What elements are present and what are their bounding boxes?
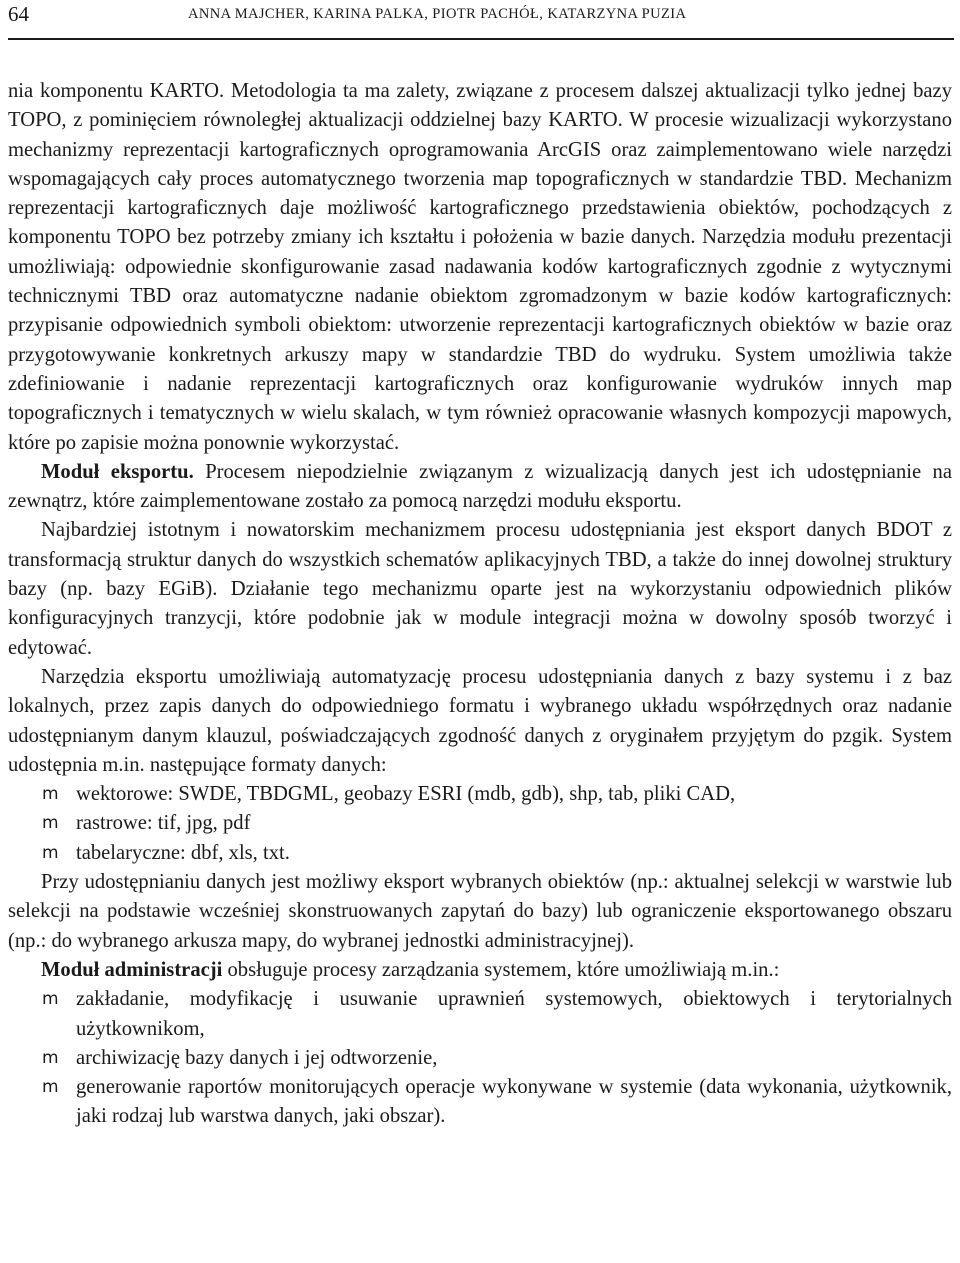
paragraph: Najbardziej istotnym i nowatorskim mechanizmem procesu udostępniania jest eksport danych BDOT z transformacją struktur danych do wszystkich schematów aplikacyjnych TBD, a także do innej dowolnej struktury bazy (np. bazy EGiB). Działanie tego mechanizmu oparte jest na wykorzystaniu odpowiednich plików konfiguracyjnych tranzycji, które podobnie jak w module integracji można w dowolny sposób tworzyć i edytować. (8, 519, 952, 659)
list-item (8, 1073, 952, 1132)
list-item (8, 985, 952, 1044)
list-item (8, 1044, 952, 1073)
list-item-text: zakładanie, modyfikację i usuwanie uprawnień systemowych, obiektowych i terytorialnych użytkownikom, (76, 988, 952, 1040)
list-item (8, 780, 952, 809)
bullet-icon: m (42, 1047, 59, 1068)
page-header (8, 0, 954, 40)
list-item-text: rastrowe: tif, jpg, pdf (76, 812, 251, 835)
paragraph-text: Procesem niepodzielnie związanym z wizualizacją danych jest ich udostępnianie na zewnątrz, które zaimplementowane zostało za pomocą narzędzi modułu eksportu. (8, 460, 952, 513)
bullet-icon: m (42, 842, 59, 863)
admin-list (8, 985, 952, 1131)
paragraph (8, 956, 952, 985)
bullet-icon: m (42, 989, 59, 1010)
list-item (8, 809, 952, 838)
list-item-text: generowanie raportów monitorujących operacje wykonywane w systemie (data wykonania, użytkownik, jaki rodzaj lub warstwa danych, jaki obszar). (76, 1076, 952, 1128)
article-body (8, 77, 952, 1132)
section-lead: Moduł eksportu. (41, 460, 194, 483)
paragraph-text: obsługuje procesy zarządzania systemem, które umożliwiają m.in.: (222, 958, 780, 981)
list-item (8, 839, 952, 868)
paragraph (8, 458, 952, 517)
page-number: 64 (8, 2, 29, 26)
list-item-text: tabelaryczne: dbf, xls, txt. (76, 841, 290, 864)
paragraph: Narzędzia eksportu umożliwiają automatyzację procesu udostępniania danych z bazy systemu i z baz lokalnych, przez zapis danych do odpowiedniego formatu i wybranego układu współrzędnych oraz nadanie udostępnianym danym klauzul, poświadczających zgodność danych z oryginałem przyjętym do pzgik. System udostępnia m.in. następujące formaty danych: (8, 665, 952, 776)
list-item-text: archiwizację bazy danych i jej odtworzenie, (76, 1046, 438, 1069)
running-head: ANNA MAJCHER, KARINA PALKA, PIOTR PACHÓŁ, KATARZYNA PUZIA (188, 6, 687, 22)
bullet-icon: m (42, 813, 59, 834)
paragraph: Przy udostępnianiu danych jest możliwy eksport wybranych obiektów (np.: aktualnej selekcji w warstwie lub selekcji na podstawie wcześniej skonstruowanych zapytań do bazy) lub ograniczenie eksportowanego obszaru (np.: do wybranego arkusza mapy, do wybranej jednostki administracyjnej). (8, 871, 952, 952)
bullet-icon: m (42, 1077, 59, 1098)
section-lead: Moduł administracji (41, 958, 223, 981)
format-list (8, 780, 952, 868)
list-item-text: wektorowe: SWDE, TBDGML, geobazy ESRI (mdb, gdb), shp, tab, pliki CAD, (76, 783, 736, 806)
bullet-icon: m (42, 784, 59, 805)
paragraph: nia komponentu KARTO. Metodologia ta ma zalety, związane z procesem dalszej aktualizacji tylko jednej bazy TOPO, z pominięciem równoległej aktualizacji oddzielnej bazy KARTO. W procesie wizualizacji wykorzystano mechanizmy reprezentacji kartograficznych oprogramowania ArcGIS oraz zaimplementowano wiele narzędzi wspomagających cały proces automatycznego tworzenia map topograficznych w standardzie TBD. Mechanizm reprezentacji kartograficznych daje możliwość kartograficznego przedstawienia obiektów, pochodzących z komponentu TOPO bez potrzeby zmiany ich kształtu i położenia w bazie danych. Narzędzia modułu prezentacji umożliwiają: odpowiednie skonfigurowanie zasad nadawania kodów kartograficznych zgodnie z wytycznymi technicznymi TBD oraz automatyczne nadanie obiektom zgromadzonym w bazie kodów kartograficznych: przypisanie odpowiednich symboli obiektom: utworzenie reprezentacji kartograficznych obiektów w bazie oraz przygotowywanie konkretnych arkuszy mapy w standardzie TBD do wydruku. System umożliwia także zdefiniowanie i nadanie reprezentacji kartograficznych oraz konfigurowanie wydruków innych map topograficznych i tematycznych w wielu skalach, w tym również opracowanie własnych kompozycji mapowych, które po zapisie można ponownie wykorzystać. (8, 80, 952, 454)
